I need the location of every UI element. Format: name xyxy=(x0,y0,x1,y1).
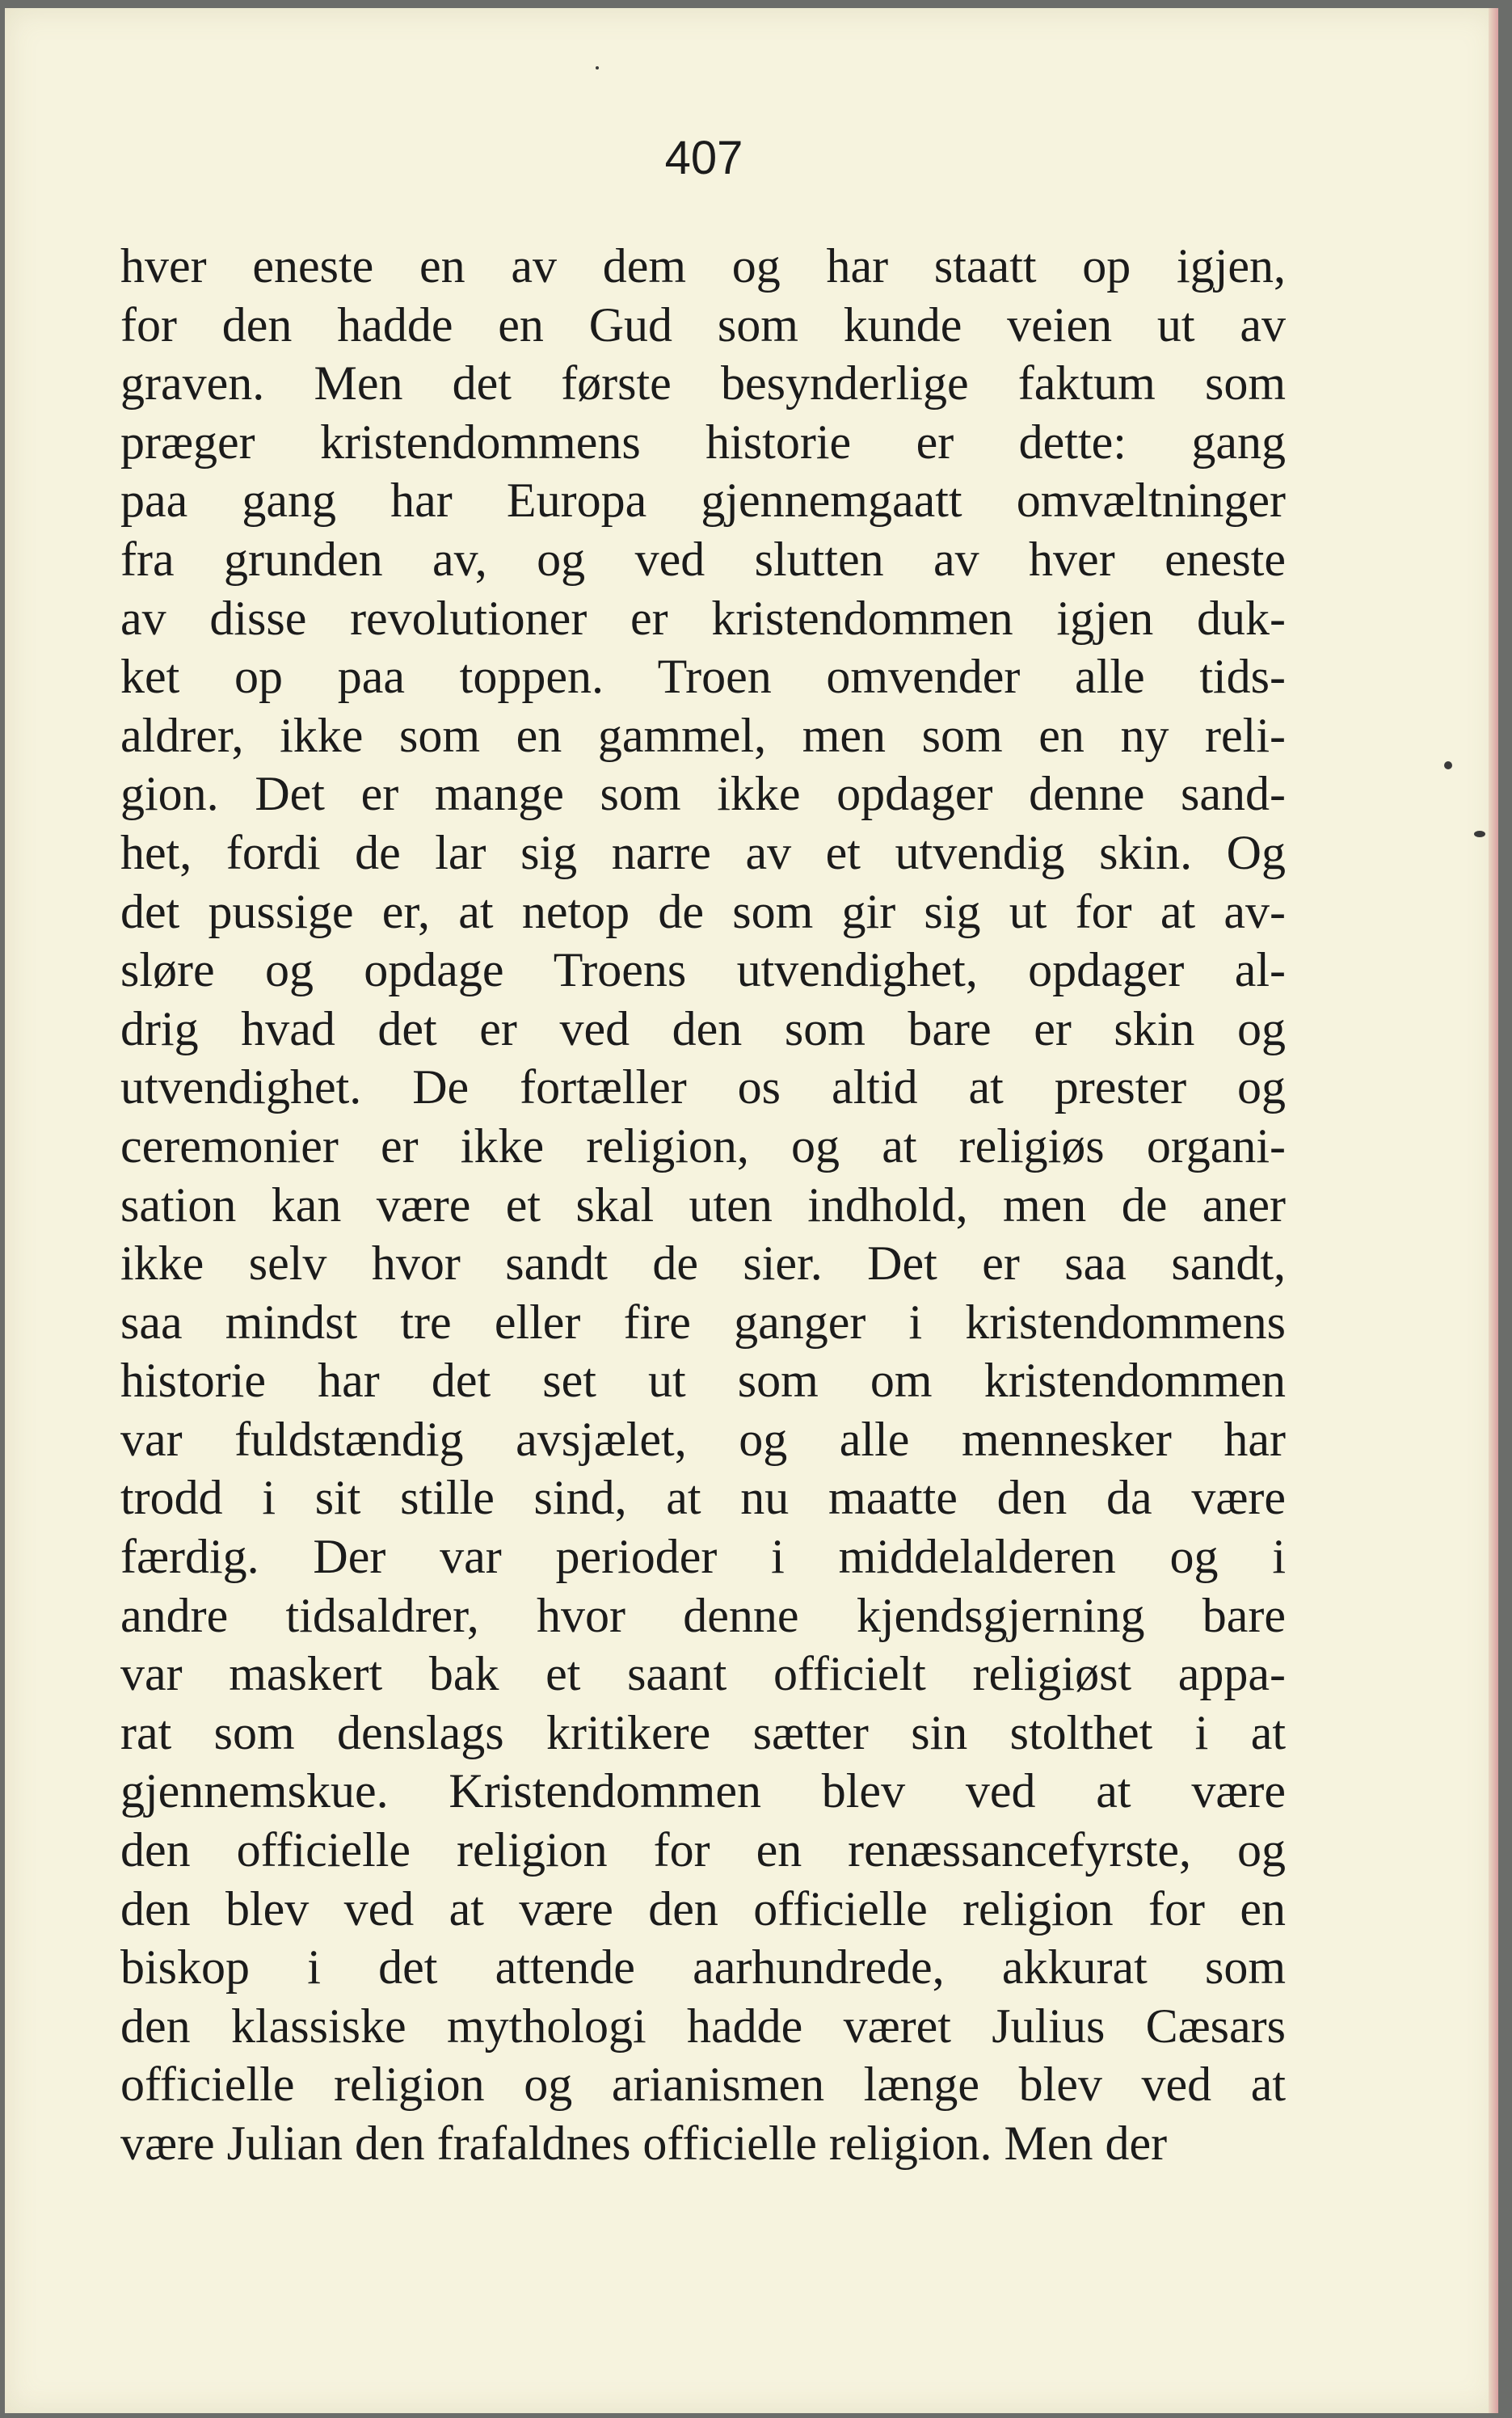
text-line: hver eneste en av dem og har staatt op igjen, xyxy=(120,239,1286,293)
book-page xyxy=(5,8,1498,2413)
text-line: den officielle religion for en renæssancefyrste, og xyxy=(120,1823,1286,1877)
text-line: var maskert bak et saant officielt religiøst appa- xyxy=(120,1647,1286,1701)
text-line: den blev ved at være den officielle religion for en xyxy=(120,1881,1286,1936)
text-line: den klassiske mythologi hadde været Julius Cæsars xyxy=(120,1999,1286,2053)
text-line: aldrer, ikke som en gammel, men som en ny reli- xyxy=(120,708,1286,762)
text-line: præger kristendommens historie er dette: gang xyxy=(120,415,1286,469)
text-line: trodd i sit stille sind, at nu maatte den da være xyxy=(120,1471,1286,1525)
text-line: det pussige er, at netop de som gir sig ut for at av- xyxy=(120,884,1286,938)
text-line: for den hadde en Gud som kunde veien ut av xyxy=(120,297,1286,352)
page-edge xyxy=(1489,8,1498,2413)
text-line: ikke selv hvor sandt de sier. Det er saa sandt, xyxy=(120,1236,1286,1291)
text-line: officielle religion og arianismen længe blev ved at xyxy=(120,2058,1286,2112)
text-line: drig hvad det er ved den som bare er skin og xyxy=(120,1001,1286,1055)
text-line: utvendighet. De fortæller os altid at prester og xyxy=(120,1060,1286,1114)
text-line: graven. Men det første besynderlige faktum som xyxy=(120,356,1286,411)
text-line: het, fordi de lar sig narre av et utvendig skin. Og xyxy=(120,825,1286,879)
text-line: ceremonier er ikke religion, og at religiøs organi- xyxy=(120,1118,1286,1173)
text-line: rat som denslags kritikere sætter sin stolthet i at xyxy=(120,1705,1286,1759)
page-number: 407 xyxy=(664,132,743,184)
ink-speck xyxy=(1474,831,1485,837)
text-line: sløre og opdage Troens utvendighet, opdager al- xyxy=(120,943,1286,997)
text-line: av disse revolutioner er kristendommen igjen duk- xyxy=(120,591,1286,645)
text-line: gjennemskue. Kristendommen blev ved at være xyxy=(120,1764,1286,1818)
text-line: saa mindst tre eller fire ganger i kristendommens xyxy=(120,1295,1286,1349)
text-line: færdig. Der var perioder i middelalderen og i xyxy=(120,1530,1286,1584)
ink-speck xyxy=(1444,761,1452,769)
body-text xyxy=(120,237,1286,2173)
text-line: ket op paa toppen. Troen omvender alle tids- xyxy=(120,650,1286,704)
text-line: sation kan være et skal uten indhold, men de aner xyxy=(120,1177,1286,1232)
text-line: fra grunden av, og ved slutten av hver eneste xyxy=(120,532,1286,586)
text-line: biskop i det attende aarhundrede, akkurat som xyxy=(120,1940,1286,1995)
text-line: andre tidsaldrer, hvor denne kjendsgjerning bare xyxy=(120,1588,1286,1642)
text-line: historie har det set ut som om kristendommen xyxy=(120,1354,1286,1408)
ink-speck xyxy=(596,66,599,70)
text-line: var fuldstændig avsjælet, og alle mennesker har xyxy=(120,1412,1286,1466)
text-line: være Julian den frafaldnes officielle religion. Men der xyxy=(120,2117,1168,2170)
text-line: paa gang har Europa gjennemgaatt omvæltninger xyxy=(120,474,1286,528)
text-line: gion. Det er mange som ikke opdager denne sand- xyxy=(120,767,1286,821)
